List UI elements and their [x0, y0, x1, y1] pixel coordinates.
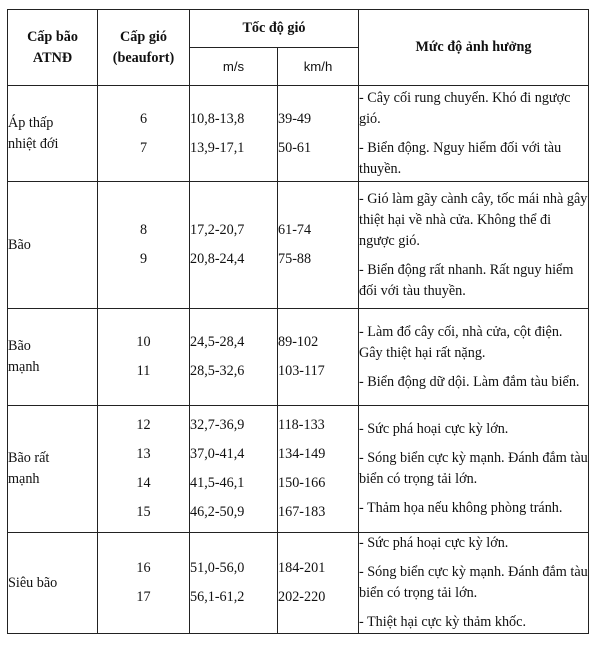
wind-level-cell [98, 182, 190, 309]
speed-kmh-value: 167-183 [278, 504, 326, 520]
impact-item: - Sức phá hoại cực kỳ lớn. [359, 421, 509, 437]
header-wind-level: Cấp gió (beaufort) [98, 10, 190, 86]
speed-ms-value: 56,1-61,2 [190, 589, 245, 605]
storm-level-name: mạnh [8, 471, 40, 487]
wind-level-value: 14 [136, 475, 151, 491]
table-row [8, 182, 589, 309]
wind-level-cell [98, 309, 190, 406]
wind-level-value: 8 [139, 222, 148, 238]
table-row [8, 406, 589, 533]
speed-kmh-value: 61-74 [278, 222, 312, 238]
wind-level-cell [98, 406, 190, 533]
impact-cell [359, 182, 589, 309]
wind-level-value: 16 [136, 560, 151, 576]
speed-ms-value: 28,5-32,6 [190, 363, 245, 379]
speed-kmh-value: 118-133 [278, 417, 325, 433]
speed-ms-cell [190, 406, 278, 533]
impact-item: - Sóng biển cực kỳ mạnh. Đánh đắm tàu biển có trọng tải lớn. [359, 564, 588, 601]
table-header [8, 10, 589, 86]
impact-item: - Gió làm gãy cành cây, tốc mái nhà gây thiệt hại về nhà cửa. Không thể đi ngược gió. [359, 190, 588, 249]
impact-item: - Sức phá hoại cực kỳ lớn. [359, 535, 509, 551]
speed-ms-value: 20,8-24,4 [190, 251, 245, 267]
wind-level-cell [98, 86, 190, 182]
wind-level-value: 15 [136, 504, 151, 520]
header-ms-unit: m/s [190, 48, 278, 86]
impact-item: - Làm đổ cây cối, nhà cửa, cột điện. Gây thiệt hại rất nặng. [359, 323, 563, 361]
speed-kmh-value: 134-149 [278, 446, 326, 462]
header-kmh-unit: km/h [278, 48, 359, 86]
table-row [8, 533, 589, 634]
storm-level-name: Siêu bão [8, 574, 58, 591]
storm-classification-table [7, 9, 589, 634]
storm-level-cell [8, 406, 98, 533]
storm-level-cell [8, 533, 98, 634]
storm-level-cell [8, 86, 98, 182]
speed-kmh-value: 150-166 [278, 475, 326, 491]
impact-cell [359, 533, 589, 634]
speed-kmh-value: 103-117 [278, 363, 325, 379]
speed-kmh-cell [278, 533, 359, 634]
storm-level-name: Bão [8, 338, 31, 354]
table-body [8, 86, 589, 634]
speed-ms-cell [190, 182, 278, 309]
impact-item: - Biển động rất nhanh. Rất nguy hiểm đối với tàu thuyền. [359, 261, 574, 299]
header-wind-speed: Tốc độ gió [190, 10, 359, 48]
impact-item: - Biển động. Nguy hiểm đối với tàu thuyền. [359, 139, 562, 177]
storm-level-name: Bão rất [8, 450, 50, 466]
impact-item: - Thảm họa nếu không phòng tránh. [359, 500, 563, 516]
speed-ms-value: 32,7-36,9 [190, 417, 245, 433]
storm-level-name: mạnh [8, 359, 40, 375]
table-row [8, 309, 589, 406]
speed-ms-value: 24,5-28,4 [190, 334, 245, 350]
wind-level-value: 11 [136, 363, 151, 379]
wind-level-cell [98, 533, 190, 634]
storm-level-name: Bão [8, 236, 31, 253]
header-impact: Mức độ ảnh hưởng [359, 10, 589, 86]
wind-level-value: 6 [139, 110, 148, 127]
wind-level-value: 9 [139, 251, 148, 267]
wind-level-value: 12 [136, 417, 151, 433]
speed-kmh-value: 202-220 [278, 589, 326, 605]
speed-kmh-value: 89-102 [278, 334, 319, 350]
speed-kmh-cell [278, 86, 359, 182]
speed-ms-value: 13,9-17,1 [190, 139, 245, 156]
storm-level-name: Áp thấp [8, 114, 54, 131]
impact-cell [359, 406, 589, 533]
speed-ms-value: 51,0-56,0 [190, 560, 245, 576]
wind-level-value: 10 [136, 334, 151, 350]
speed-kmh-cell [278, 182, 359, 309]
wind-level-value: 7 [139, 139, 148, 156]
speed-kmh-value: 39-49 [278, 110, 312, 127]
impact-cell [359, 309, 589, 406]
storm-level-cell [8, 309, 98, 406]
storm-level-cell [8, 182, 98, 309]
speed-ms-value: 46,2-50,9 [190, 504, 245, 520]
table-row [8, 86, 589, 182]
impact-item: - Biển động dữ dội. Làm đắm tàu biển. [359, 373, 580, 390]
speed-kmh-cell [278, 406, 359, 533]
impact-item: - Thiệt hại cực kỳ thảm khốc. [359, 614, 526, 630]
storm-level-name: nhiệt đới [8, 135, 59, 152]
speed-kmh-value: 75-88 [278, 251, 312, 267]
speed-ms-value: 37,0-41,4 [190, 446, 245, 462]
wind-level-value: 13 [136, 446, 151, 462]
impact-item: - Sóng biển cực kỳ mạnh. Đánh đắm tàu biển có trọng tải lớn. [359, 450, 588, 487]
impact-cell [359, 86, 589, 182]
speed-ms-cell [190, 309, 278, 406]
speed-ms-value: 41,5-46,1 [190, 475, 245, 491]
header-storm-level: Cấp bão ATNĐ [8, 10, 98, 86]
speed-ms-value: 10,8-13,8 [190, 110, 245, 127]
speed-ms-cell [190, 533, 278, 634]
speed-ms-cell [190, 86, 278, 182]
speed-kmh-value: 184-201 [278, 560, 326, 576]
speed-kmh-cell [278, 309, 359, 406]
speed-ms-value: 17,2-20,7 [190, 222, 245, 238]
impact-item: - Cây cối rung chuyển. Khó đi ngược gió. [359, 89, 571, 127]
wind-level-value: 17 [136, 589, 151, 605]
speed-kmh-value: 50-61 [278, 139, 312, 156]
